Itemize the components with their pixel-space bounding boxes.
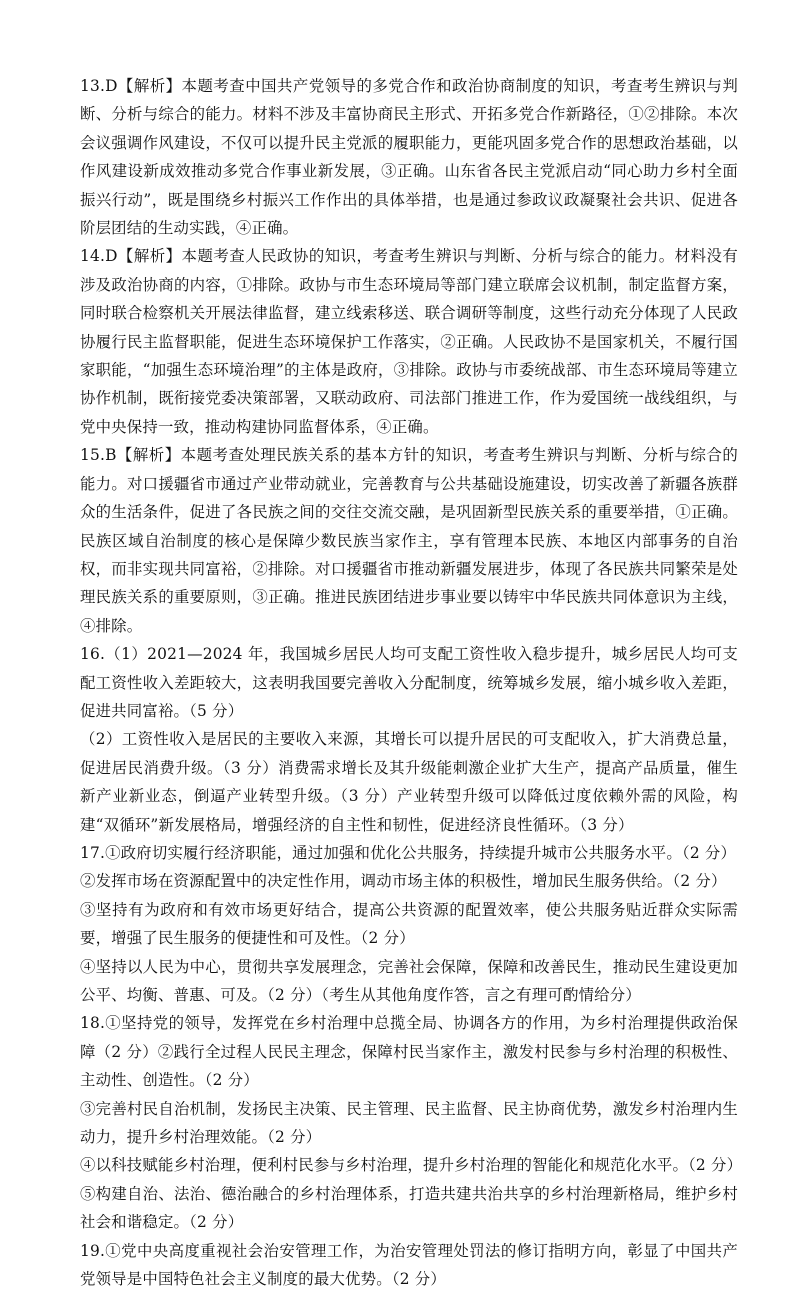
answer-13: 13.D【解析】本题考查中国共产党领导的多党合作和政治协商制度的知识，考查考生辨识与判断、分析与综合的能力。材料不涉及丰富协商民主形式、开拓多党合作新路径，①②排除。本次会议强调作风建设，不仅可以提升民主党派的履职能力，更能巩固多党合作的思想政治基础，以作风建设新成效推动多党合作事业新发展，③正确。山东省各民主党派启动“同心助力乡村全面振兴行动”，既是围绕乡村振兴工作作出的具体举措，也是通过参政议政凝聚社会共识、促进各阶层团结的生动实践，④正确。 bbox=[80, 77, 738, 238]
answer-17-point-4: ④坚持以人民为中心，贯彻共享发展理念，完善社会保障，保障和改善民生，推动民生建设更加公平、均衡、普惠、可及。（2 分）（考生从其他角度作答，言之有理可酌情给分） bbox=[80, 957, 738, 1004]
answer-18-point-3: ③完善村民自治机制，发扬民主决策、民主管理、民主监督、民主协商优势，激发乡村治理内生动力，提升乡村治理效能。（2 分） bbox=[80, 1099, 738, 1147]
answer-18-point-4: ④以科技赋能乡村治理，便利村民参与乡村治理，提升乡村治理的智能化和规范化水平。（2 分） bbox=[80, 1156, 743, 1175]
answer-17-point-3: ③坚持有为政府和有效市场更好结合，提高公共资源的配置效率，使公共服务贴近群众实际需要，增强了民生服务的便捷性和可及性。（2 分） bbox=[80, 900, 738, 948]
answer-16-part-1: 16.（1）2021—2024 年，我国城乡居民人均可支配工资性收入稳步提升，城乡居民人均可支配工资性收入差距较大，这表明我国要完善收入分配制度，统筹城乡发展，缩小城乡收入差距，促进共同富裕。（5 分） bbox=[80, 645, 738, 720]
answer-18-points-1-2: 18.①坚持党的领导，发挥党在乡村治理中总揽全局、协调各方的作用，为乡村治理提供政治保障（2 分）②践行全过程人民民主理念，保障村民当家作主，激发村民参与乡村治理的积极性、主动性、创造性。（2 分） bbox=[80, 1014, 738, 1090]
answer-14: 14.D【解析】本题考查人民政协的知识，考查考生辨识与判断、分析与综合的能力。材料没有涉及政治协商的内容，①排除。政协与市生态环境局等部门建立联席会议机制，制定监督方案，同时联合检察机关开展法律监督，建立线索移送、联合调研等制度，这些行动充分体现了人民政协履行民主监督职能，促进生态环境保护工作落实，②正确。人民政协不是国家机关，不履行国家职能，“加强生态环境治理”的主体是政府，③排除。政协与市委统战部、市生态环境局等建立协作机制，既衔接党委决策部署，又联动政府、司法部门推进工作，作为爱国统一战线组织，与党中央保持一致，推动构建协同监督体系，④正确。 bbox=[80, 247, 738, 436]
answer-17-point-1: 17.①政府切实履行经济职能，通过加强和优化公共服务，持续提升城市公共服务水平。（2 分） bbox=[80, 843, 737, 862]
answer-16-part-2: （2）工资性收入是居民的主要收入来源，其增长可以提升居民的可支配收入，扩大消费总量，促进居民消费升级。（3 分）消费需求增长及其升级能刺激企业扩大生产，提高产品质量，催生新产业新业态，倒逼产业转型升级。（3 分）产业转型升级可以降低过度依赖外需的风险，构建“双循环”新发展格局，增强经济的自主性和韧性，促进经济良性循环。（3 分） bbox=[80, 730, 738, 834]
answer-19-point-1: 19.①党中央高度重视社会治安管理工作，为治安管理处罚法的修订指明方向，彰显了中国共产党领导是中国特色社会主义制度的最大优势。（2 分） bbox=[80, 1241, 738, 1289]
answer-15: 15.B【解析】本题考查处理民族关系的基本方针的知识，考查考生辨识与判断、分析与综合的能力。对口援疆省市通过产业带动就业，完善教育与公共基础设施建设，切实改善了新疆各族群众的生活条件，促进了各民族之间的交往交流交融，是巩固新型民族关系的重要举措，①正确。民族区域自治制度的核心是保障少数民族当家作主，享有管理本民族、本地区内部事务的自治权，而非实现共同富裕，②排除。对口援疆省市推动新疆发展进步，体现了各民族共同繁荣是处理民族关系的重要原则，③正确。推进民族团结进步事业要以铸牢中华民族共同体意识为主线，④排除。 bbox=[80, 446, 738, 635]
answer-17-point-2: ②发挥市场在资源配置中的决定性作用，调动市场主体的积极性，增加民生服务供给。（2 分） bbox=[80, 872, 727, 891]
answer-18-point-5: ⑤构建自治、法治、德治融合的乡村治理体系，打造共建共治共享的乡村治理新格局，维护乡村社会和谐稳定。（2 分） bbox=[80, 1184, 738, 1232]
